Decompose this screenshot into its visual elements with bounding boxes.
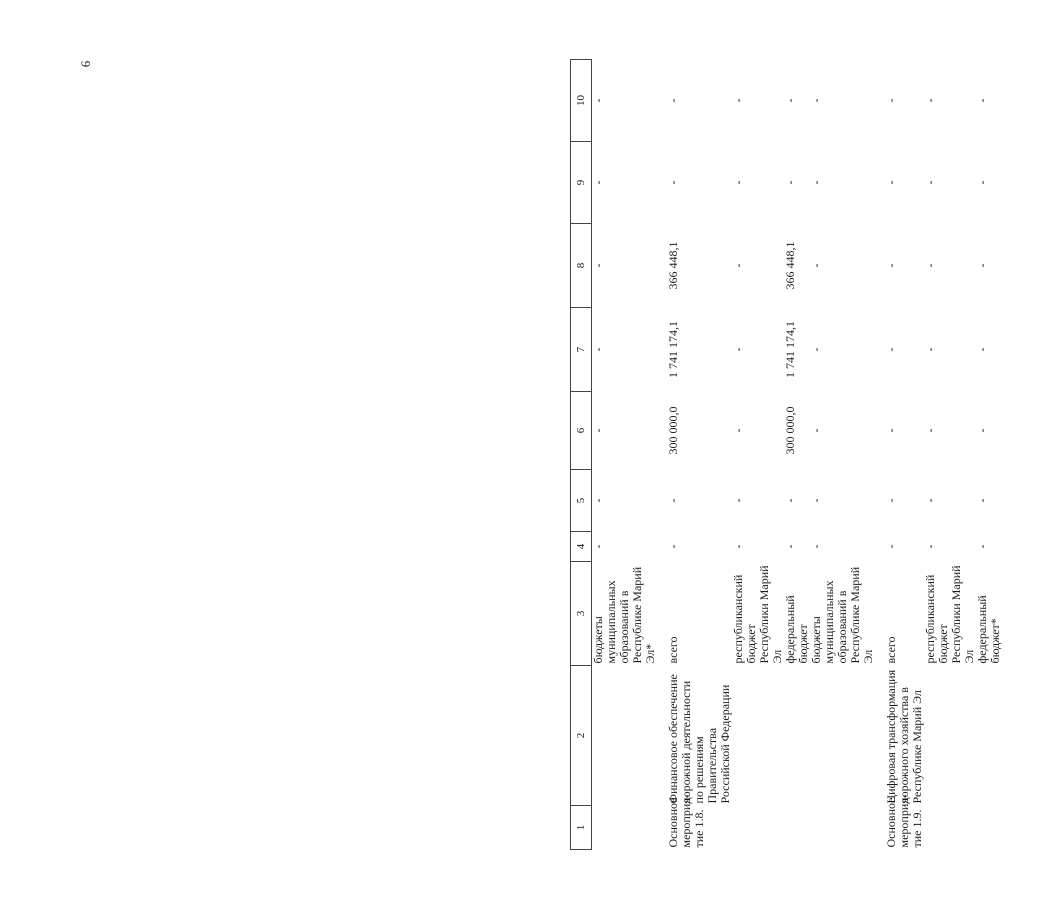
cell-col-1: Основное мероприя-тие 1.8.: [666, 794, 706, 848]
cell-col-3: всего: [666, 636, 680, 664]
cell-col-4: -: [975, 544, 989, 549]
cell-col-4: -: [783, 544, 797, 549]
cell-col-9: -: [809, 180, 823, 185]
table-row: [976, 60, 1002, 850]
cell-col-5: -: [591, 498, 605, 503]
header-cell: 3: [571, 562, 592, 666]
cell-col-3: республиканский бюджет Республики Марий Эл: [923, 565, 976, 664]
cell-col-2: Финансовое обеспечение дорожной деятельности по решениям Правительства Российской Федерации: [666, 674, 732, 804]
table-row: [732, 60, 784, 850]
cell-col-5: -: [731, 498, 745, 503]
cell-col-2: [732, 666, 784, 806]
cell-col-2: [924, 666, 976, 806]
cell-col-1: [810, 806, 875, 850]
cell-col-6: -: [975, 428, 989, 433]
cell-col-6: 300 000,0: [666, 406, 680, 455]
cell-col-10: -: [666, 98, 680, 103]
header-cell: 1: [571, 806, 592, 850]
cell-col-7: -: [884, 347, 898, 352]
cell-col-8: 366 448,1: [666, 241, 680, 290]
header-cell: 2: [571, 666, 592, 806]
cell-col-6: -: [591, 428, 605, 433]
cell-col-2: [976, 666, 1002, 806]
header-cell: 10: [571, 60, 592, 142]
rotated-table-wrapper: [570, 60, 1040, 850]
cell-col-1: [732, 806, 784, 850]
cell-col-8: -: [884, 263, 898, 268]
cell-col-6: 300 000,0: [783, 406, 797, 455]
cell-col-4: -: [809, 544, 823, 549]
cell-col-7: -: [975, 347, 989, 352]
cell-col-7: -: [591, 347, 605, 352]
cell-col-5: -: [666, 498, 680, 503]
table-row: [667, 60, 732, 850]
cell-col-10: -: [923, 98, 937, 103]
cell-col-2: [592, 666, 658, 806]
header-cell: 8: [571, 224, 592, 308]
table-row: [592, 60, 658, 850]
cell-col-4: -: [666, 544, 680, 549]
cell-col-6: -: [884, 428, 898, 433]
cell-col-4: -: [591, 544, 605, 549]
cell-col-9: -: [783, 180, 797, 185]
cell-col-3: бюджеты муниципальных образований в Республике Марий Эл*: [591, 566, 657, 664]
cell-col-2: [810, 666, 875, 806]
cell-col-1: [784, 806, 810, 850]
table-row: [784, 60, 810, 850]
cell-col-8: 366 448,1: [783, 241, 797, 290]
cell-col-3: бюджеты муниципальных образований в Республике Марий Эл: [809, 566, 875, 664]
cell-col-8: -: [731, 263, 745, 268]
cell-col-5: -: [809, 498, 823, 503]
cell-col-8: -: [591, 263, 605, 268]
cell-col-3: республиканский бюджет Республики Марий Эл: [731, 565, 784, 664]
table-row: [885, 60, 924, 850]
cell-col-7: -: [923, 347, 937, 352]
cell-col-10: -: [591, 98, 605, 103]
cell-col-10: -: [809, 98, 823, 103]
cell-col-4: -: [923, 544, 937, 549]
cell-col-9: -: [731, 180, 745, 185]
cell-col-9: -: [975, 180, 989, 185]
cell-col-2: Цифровая трансформация дорожного хозяйства в Республике Марий Эл: [884, 669, 924, 804]
cell-col-3: федеральный бюджет*: [975, 595, 1002, 664]
cell-col-4: -: [731, 544, 745, 549]
budget-table: [570, 59, 1002, 850]
cell-col-6: -: [809, 428, 823, 433]
cell-col-8: -: [975, 263, 989, 268]
cell-col-1: [976, 806, 1002, 850]
cell-col-1: [924, 806, 976, 850]
cell-col-7: -: [731, 347, 745, 352]
table-row: [924, 60, 976, 850]
cell-col-3: всего: [884, 636, 898, 664]
header-cell: 7: [571, 308, 592, 392]
cell-col-7: -: [809, 347, 823, 352]
cell-col-9: -: [884, 180, 898, 185]
cell-col-7: 1 741 174,1: [666, 321, 680, 378]
cell-col-8: -: [923, 263, 937, 268]
cell-col-9: -: [591, 180, 605, 185]
cell-col-4: -: [884, 544, 898, 549]
cell-col-8: -: [809, 263, 823, 268]
header-cell: 9: [571, 142, 592, 224]
cell-col-9: -: [923, 180, 937, 185]
cell-col-9: -: [666, 180, 680, 185]
cell-col-2: [784, 666, 810, 806]
cell-col-3: федеральный бюджет: [783, 595, 810, 664]
cell-col-5: -: [783, 498, 797, 503]
cell-col-10: -: [975, 98, 989, 103]
header-cell: 5: [571, 470, 592, 532]
cell-col-5: -: [923, 498, 937, 503]
cell-col-5: -: [975, 498, 989, 503]
header-cell: 6: [571, 392, 592, 470]
table-row: [810, 60, 875, 850]
cell-col-6: -: [731, 428, 745, 433]
cell-col-10: -: [884, 98, 898, 103]
cell-col-5: -: [884, 498, 898, 503]
cell-col-6: -: [923, 428, 937, 433]
cell-col-1: [592, 806, 658, 850]
header-cell: 4: [571, 532, 592, 562]
cell-col-10: -: [783, 98, 797, 103]
cell-col-1: Основное мероприя-тие 1.9.: [884, 794, 924, 848]
cell-col-10: -: [731, 98, 745, 103]
cell-col-7: 1 741 174,1: [783, 321, 797, 378]
header-row: [571, 60, 592, 850]
page-number: 6: [78, 60, 93, 68]
